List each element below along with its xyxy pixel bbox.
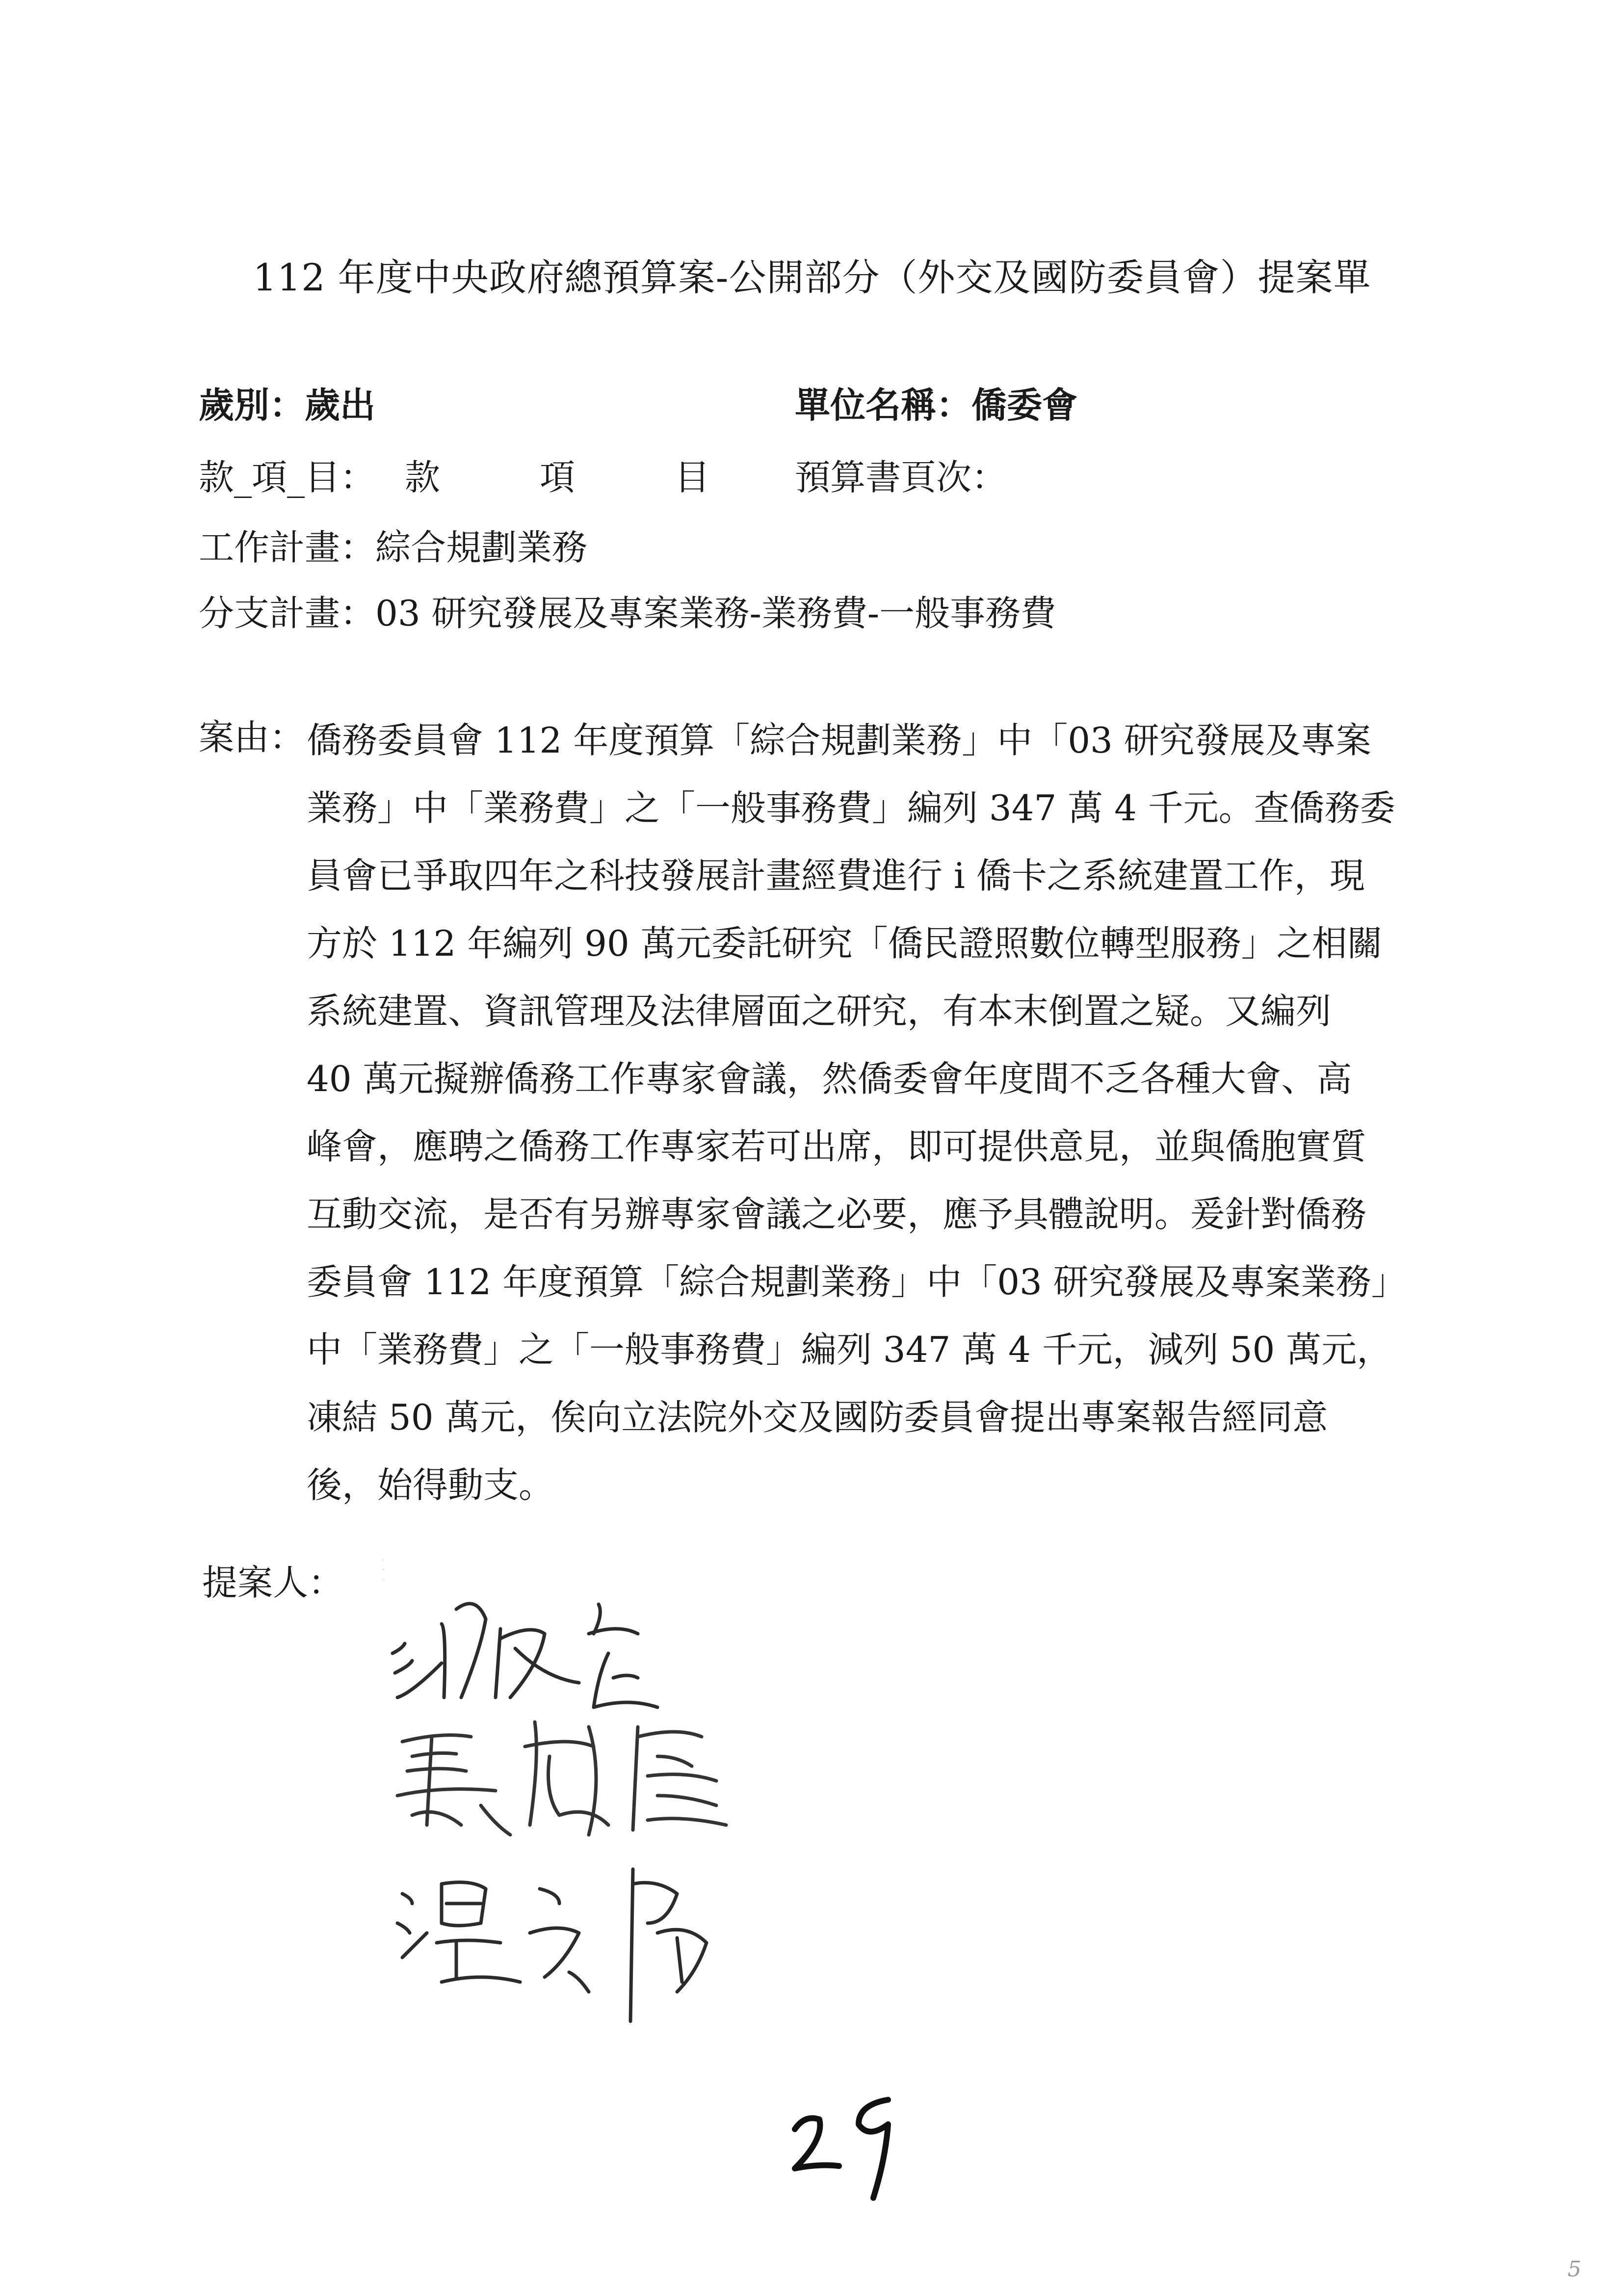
signatures-image: [383, 1550, 873, 2041]
reason-line: 中「業務費」之「一般事務費」編列 347 萬 4 千元，減列 50 萬元，: [307, 1329, 1392, 1370]
unit-value: 僑委會: [971, 384, 1078, 426]
reason-line: 後，始得動支。: [307, 1464, 554, 1506]
signature-1: [393, 1604, 657, 1707]
unit-field: [795, 377, 1077, 428]
reason-line: 峰會，應聘之僑務工作專家若可出席，即可提供意見，並與僑胞實質: [307, 1126, 1367, 1167]
reason-line: 凍結 50 萬元，俟向立法院外交及國防委員會提出專案報告經同意: [307, 1397, 1328, 1438]
document-title: 112 年度中央政府總預算案-公開部分（外交及國防委員會）提案單: [253, 256, 1371, 299]
signature-name: [383, 1569, 384, 1570]
signature-name: [383, 1559, 384, 1561]
work-plan-field: [199, 519, 587, 570]
work-plan-value: 綜合規劃業務: [375, 527, 588, 568]
reason-line: 互動交流，是否有另辦專家會議之必要，應予具體說明。爰針對僑務: [307, 1194, 1367, 1235]
proposer-label: 提案人：: [202, 1562, 344, 1603]
work-plan-label: 工作計畫：: [199, 527, 376, 568]
category-label: 歲別：: [199, 384, 305, 426]
branch-plan-field: [199, 585, 1056, 636]
branch-plan-label: 分支計畫：: [199, 593, 376, 634]
reason-line: 方於 112 年編列 90 萬元委託研究「僑民證照數位轉型服務」之相關: [307, 923, 1383, 964]
unit-label: 單位名稱：: [795, 384, 972, 426]
category-value: 歲出: [305, 384, 376, 426]
signature-name: [383, 1579, 384, 1580]
reason-line: 委員會 112 年度預算「綜合規劃業務」中「03 研究發展及專案業務」: [307, 1261, 1407, 1303]
reason-line: 40 萬元擬辦僑務工作專家會議，然僑委會年度間不乏各種大會、高: [307, 1058, 1352, 1099]
reason-body: [307, 706, 1450, 1519]
signature-2: [397, 1722, 726, 1835]
reason-line: 僑務委員會 112 年度預算「綜合規劃業務」中「03 研究發展及專案: [307, 720, 1371, 761]
branch-plan-value: 03 研究發展及專案業務-業務費-一般事務費: [375, 593, 1056, 634]
item-field: [199, 449, 754, 500]
reason-line: 員會已爭取四年之科技發展計畫經費進行 i 僑卡之系統建置工作，現: [307, 855, 1365, 896]
item-value: 款 項 目: [405, 457, 754, 498]
budget-page-field: [795, 449, 1007, 500]
reason-line: 系統建置、資訊管理及法律層面之研究，有本末倒置之疑。又編列: [307, 991, 1332, 1032]
category-field: [199, 377, 375, 428]
budget-page-label: 預算書頁次：: [795, 457, 1007, 498]
corner-mark: 5: [1568, 2257, 1581, 2282]
item-label: 款_項_目：: [199, 457, 376, 498]
signature-3: [397, 1869, 707, 2021]
reason-label: 案由：: [199, 717, 305, 758]
handwritten-page-number: [785, 2085, 913, 2203]
reason-line: 業務」中「業務費」之「一般事務費」編列 347 萬 4 千元。查僑務委: [307, 787, 1395, 829]
